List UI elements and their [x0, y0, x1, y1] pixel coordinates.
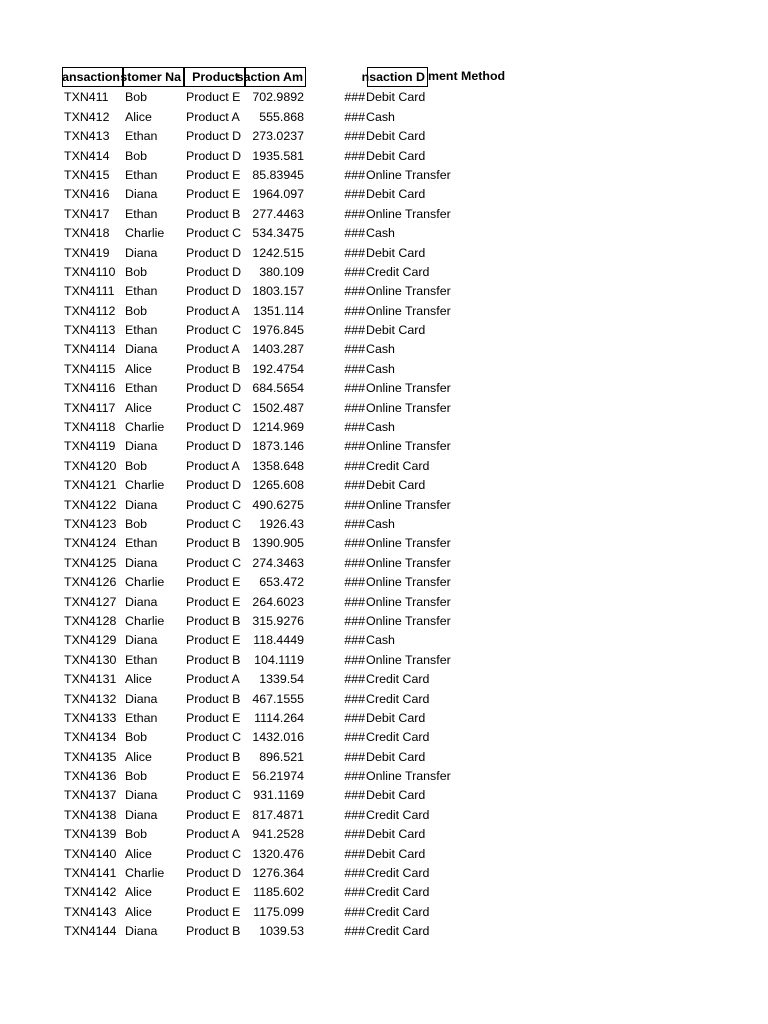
customer-name-cell[interactable]: Alice	[125, 749, 152, 764]
date-cell[interactable]: ###	[344, 672, 365, 687]
product-cell[interactable]: Product D	[186, 439, 242, 454]
product-cell[interactable]: Product B	[186, 536, 241, 551]
product-cell[interactable]: Product C	[186, 555, 242, 570]
customer-name-cell[interactable]: Diana	[125, 439, 158, 454]
product-cell[interactable]: Product D	[186, 478, 242, 493]
product-cell[interactable]: Product D	[186, 866, 242, 881]
date-cell[interactable]: ###	[344, 226, 365, 241]
amount-cell[interactable]: 931.1169	[253, 788, 304, 803]
customer-name-cell[interactable]: Charlie	[125, 866, 165, 881]
transaction-id-cell[interactable]: TXN4114	[64, 342, 116, 357]
transaction-id-cell[interactable]: TXN415	[64, 167, 110, 182]
amount-cell[interactable]: 1339.54	[259, 672, 304, 687]
payment-method-cell[interactable]: Online Transfer	[366, 167, 451, 182]
customer-name-cell[interactable]: Alice	[125, 904, 152, 919]
product-cell[interactable]: Product C	[186, 846, 242, 861]
customer-name-cell[interactable]: Alice	[125, 109, 152, 124]
date-cell[interactable]: ###	[344, 652, 365, 667]
customer-name-cell[interactable]: Bob	[125, 827, 148, 842]
amount-cell[interactable]: 1803.157	[252, 284, 304, 299]
date-cell[interactable]: ###	[344, 866, 365, 881]
header-transaction-id[interactable]: ansaction	[62, 67, 123, 87]
transaction-id-cell[interactable]: TXN4117	[64, 400, 116, 415]
date-cell[interactable]: ###	[344, 885, 365, 900]
transaction-id-cell[interactable]: TXN4110	[64, 264, 116, 279]
product-cell[interactable]: Product C	[186, 497, 242, 512]
customer-name-cell[interactable]: Charlie	[125, 478, 165, 493]
transaction-id-cell[interactable]: TXN4139	[64, 827, 117, 842]
date-cell[interactable]: ###	[344, 633, 365, 648]
customer-name-cell[interactable]: Ethan	[125, 323, 158, 338]
transaction-id-cell[interactable]: TXN4126	[64, 575, 117, 590]
amount-cell[interactable]: 1873.146	[252, 439, 304, 454]
product-cell[interactable]: Product A	[186, 303, 240, 318]
amount-cell[interactable]: 467.1555	[252, 691, 304, 706]
customer-name-cell[interactable]: Diana	[125, 691, 158, 706]
amount-cell[interactable]: 1351.114	[253, 303, 304, 318]
customer-name-cell[interactable]: Diana	[125, 342, 158, 357]
payment-method-cell[interactable]: Credit Card	[366, 904, 430, 919]
transaction-id-cell[interactable]: TXN4116	[64, 381, 116, 396]
transaction-id-cell[interactable]: TXN4124	[64, 536, 117, 551]
customer-name-cell[interactable]: Charlie	[125, 575, 165, 590]
date-cell[interactable]: ###	[344, 536, 365, 551]
payment-method-cell[interactable]: Online Transfer	[366, 400, 451, 415]
product-cell[interactable]: Product E	[186, 90, 241, 105]
product-cell[interactable]: Product E	[186, 807, 241, 822]
product-cell[interactable]: Product A	[186, 672, 240, 687]
customer-name-cell[interactable]: Bob	[125, 516, 148, 531]
payment-method-cell[interactable]: Online Transfer	[366, 594, 451, 609]
date-cell[interactable]: ###	[344, 284, 365, 299]
date-cell[interactable]: ###	[344, 303, 365, 318]
product-cell[interactable]: Product A	[186, 827, 240, 842]
payment-method-cell[interactable]: Credit Card	[366, 264, 430, 279]
payment-method-cell[interactable]: Cash	[366, 361, 395, 376]
customer-name-cell[interactable]: Ethan	[125, 652, 158, 667]
date-cell[interactable]: ###	[344, 575, 365, 590]
payment-method-cell[interactable]: Debit Card	[366, 827, 426, 842]
transaction-id-cell[interactable]: TXN416	[64, 187, 110, 202]
transaction-id-cell[interactable]: TXN4143	[64, 904, 117, 919]
customer-name-cell[interactable]: Diana	[125, 924, 158, 939]
product-cell[interactable]: Product E	[186, 575, 241, 590]
customer-name-cell[interactable]: Bob	[125, 90, 148, 105]
customer-name-cell[interactable]: Charlie	[125, 420, 165, 435]
date-cell[interactable]: ###	[344, 788, 365, 803]
date-cell[interactable]: ###	[344, 613, 365, 628]
transaction-id-cell[interactable]: TXN4142	[64, 885, 117, 900]
date-cell[interactable]: ###	[344, 458, 365, 473]
date-cell[interactable]: ###	[344, 497, 365, 512]
payment-method-cell[interactable]: Credit Card	[366, 458, 430, 473]
customer-name-cell[interactable]: Ethan	[125, 167, 158, 182]
product-cell[interactable]: Product D	[186, 420, 242, 435]
amount-cell[interactable]: 1265.608	[252, 478, 304, 493]
payment-method-cell[interactable]: Credit Card	[366, 885, 430, 900]
customer-name-cell[interactable]: Bob	[125, 264, 148, 279]
payment-method-cell[interactable]: Online Transfer	[366, 536, 451, 551]
transaction-id-cell[interactable]: TXN4136	[64, 769, 117, 784]
payment-method-cell[interactable]: Cash	[366, 109, 395, 124]
amount-cell[interactable]: 192.4754	[252, 361, 304, 376]
date-cell[interactable]: ###	[344, 381, 365, 396]
payment-method-cell[interactable]: Debit Card	[366, 323, 426, 338]
customer-name-cell[interactable]: Diana	[125, 807, 158, 822]
product-cell[interactable]: Product C	[186, 730, 242, 745]
transaction-id-cell[interactable]: TXN4141	[64, 866, 117, 881]
transaction-id-cell[interactable]: TXN4119	[64, 439, 116, 454]
date-cell[interactable]: ###	[344, 187, 365, 202]
product-cell[interactable]: Product C	[186, 226, 242, 241]
date-cell[interactable]: ###	[344, 323, 365, 338]
payment-method-cell[interactable]: Credit Card	[366, 807, 430, 822]
customer-name-cell[interactable]: Bob	[125, 148, 148, 163]
transaction-id-cell[interactable]: TXN4125	[64, 555, 117, 570]
transaction-id-cell[interactable]: TXN417	[64, 206, 110, 221]
amount-cell[interactable]: 1214.969	[252, 420, 304, 435]
payment-method-cell[interactable]: Credit Card	[366, 691, 430, 706]
product-cell[interactable]: Product E	[186, 187, 241, 202]
payment-method-cell[interactable]: Debit Card	[366, 187, 426, 202]
amount-cell[interactable]: 1964.097	[252, 187, 304, 202]
date-cell[interactable]: ###	[344, 420, 365, 435]
customer-name-cell[interactable]: Diana	[125, 245, 158, 260]
date-cell[interactable]: ###	[344, 730, 365, 745]
amount-cell[interactable]: 85.83945	[252, 167, 304, 182]
payment-method-cell[interactable]: Online Transfer	[366, 769, 451, 784]
customer-name-cell[interactable]: Ethan	[125, 284, 158, 299]
date-cell[interactable]: ###	[344, 264, 365, 279]
date-cell[interactable]: ###	[344, 904, 365, 919]
product-cell[interactable]: Product E	[186, 594, 241, 609]
amount-cell[interactable]: 1390.905	[252, 536, 304, 551]
transaction-id-cell[interactable]: TXN4131	[64, 672, 117, 687]
transaction-id-cell[interactable]: TXN413	[64, 129, 110, 144]
date-cell[interactable]: ###	[344, 769, 365, 784]
header-transaction-date[interactable]: nsaction D	[367, 67, 428, 87]
customer-name-cell[interactable]: Ethan	[125, 536, 158, 551]
product-cell[interactable]: Product C	[186, 400, 242, 415]
date-cell[interactable]: ###	[344, 361, 365, 376]
product-cell[interactable]: Product A	[186, 342, 240, 357]
payment-method-cell[interactable]: Debit Card	[366, 129, 426, 144]
product-cell[interactable]: Product D	[186, 284, 242, 299]
customer-name-cell[interactable]: Alice	[125, 885, 152, 900]
amount-cell[interactable]: 702.9892	[252, 90, 304, 105]
date-cell[interactable]: ###	[344, 342, 365, 357]
date-cell[interactable]: ###	[344, 245, 365, 260]
amount-cell[interactable]: 1175.099	[253, 904, 304, 919]
amount-cell[interactable]: 941.2528	[252, 827, 304, 842]
date-cell[interactable]: ###	[344, 594, 365, 609]
date-cell[interactable]: ###	[344, 691, 365, 706]
payment-method-cell[interactable]: Credit Card	[366, 672, 430, 687]
transaction-id-cell[interactable]: TXN412	[64, 109, 110, 124]
payment-method-cell[interactable]: Online Transfer	[366, 303, 451, 318]
transaction-id-cell[interactable]: TXN4135	[64, 749, 117, 764]
payment-method-cell[interactable]: Online Transfer	[366, 613, 451, 628]
product-cell[interactable]: Product D	[186, 264, 242, 279]
amount-cell[interactable]: 273.0237	[252, 129, 304, 144]
transaction-id-cell[interactable]: TXN419	[64, 245, 110, 260]
transaction-id-cell[interactable]: TXN4133	[64, 710, 117, 725]
transaction-id-cell[interactable]: TXN4123	[64, 516, 117, 531]
amount-cell[interactable]: 1185.602	[253, 885, 304, 900]
amount-cell[interactable]: 534.3475	[252, 226, 304, 241]
product-cell[interactable]: Product E	[186, 633, 241, 648]
amount-cell[interactable]: 274.3463	[252, 555, 304, 570]
payment-method-cell[interactable]: Cash	[366, 226, 395, 241]
product-cell[interactable]: Product C	[186, 323, 242, 338]
amount-cell[interactable]: 104.1119	[254, 652, 304, 667]
amount-cell[interactable]: 555.868	[259, 109, 304, 124]
date-cell[interactable]: ###	[344, 109, 365, 124]
product-cell[interactable]: Product D	[186, 148, 242, 163]
transaction-id-cell[interactable]: TXN4129	[64, 633, 117, 648]
amount-cell[interactable]: 1242.515	[252, 245, 304, 260]
date-cell[interactable]: ###	[344, 924, 365, 939]
payment-method-cell[interactable]: Online Transfer	[366, 555, 451, 570]
customer-name-cell[interactable]: Diana	[125, 633, 158, 648]
product-cell[interactable]: Product D	[186, 381, 242, 396]
product-cell[interactable]: Product E	[186, 769, 241, 784]
payment-method-cell[interactable]: Credit Card	[366, 730, 430, 745]
product-cell[interactable]: Product B	[186, 749, 241, 764]
product-cell[interactable]: Product C	[186, 516, 242, 531]
amount-cell[interactable]: 380.109	[259, 264, 304, 279]
customer-name-cell[interactable]: Bob	[125, 730, 148, 745]
transaction-id-cell[interactable]: TXN4118	[64, 420, 116, 435]
amount-cell[interactable]: 1926.43	[259, 516, 304, 531]
customer-name-cell[interactable]: Ethan	[125, 710, 158, 725]
product-cell[interactable]: Product B	[186, 361, 241, 376]
product-cell[interactable]: Product D	[186, 245, 242, 260]
customer-name-cell[interactable]: Ethan	[125, 381, 158, 396]
transaction-id-cell[interactable]: TXN4127	[64, 594, 117, 609]
customer-name-cell[interactable]: Diana	[125, 497, 158, 512]
product-cell[interactable]: Product B	[186, 206, 241, 221]
date-cell[interactable]: ###	[344, 478, 365, 493]
amount-cell[interactable]: 817.4871	[252, 807, 304, 822]
date-cell[interactable]: ###	[344, 167, 365, 182]
amount-cell[interactable]: 118.4449	[253, 633, 304, 648]
amount-cell[interactable]: 277.4463	[252, 206, 304, 221]
transaction-id-cell[interactable]: TXN4120	[64, 458, 117, 473]
payment-method-cell[interactable]: Debit Card	[366, 245, 426, 260]
payment-method-cell[interactable]: Debit Card	[366, 90, 426, 105]
header-customer-name[interactable]: stomer Na	[123, 67, 184, 87]
customer-name-cell[interactable]: Alice	[125, 846, 152, 861]
product-cell[interactable]: Product A	[186, 109, 240, 124]
date-cell[interactable]: ###	[344, 710, 365, 725]
amount-cell[interactable]: 490.6275	[252, 497, 304, 512]
customer-name-cell[interactable]: Charlie	[125, 613, 165, 628]
customer-name-cell[interactable]: Diana	[125, 594, 158, 609]
transaction-id-cell[interactable]: TXN4134	[64, 730, 117, 745]
amount-cell[interactable]: 653.472	[259, 575, 304, 590]
product-cell[interactable]: Product B	[186, 924, 241, 939]
customer-name-cell[interactable]: Diana	[125, 788, 158, 803]
amount-cell[interactable]: 1976.845	[252, 323, 304, 338]
transaction-id-cell[interactable]: TXN4137	[64, 788, 117, 803]
payment-method-cell[interactable]: Debit Card	[366, 788, 426, 803]
date-cell[interactable]: ###	[344, 516, 365, 531]
date-cell[interactable]: ###	[344, 206, 365, 221]
customer-name-cell[interactable]: Bob	[125, 303, 148, 318]
header-transaction-amount[interactable]: saction Am	[245, 67, 306, 87]
customer-name-cell[interactable]: Alice	[125, 400, 152, 415]
amount-cell[interactable]: 1358.648	[252, 458, 304, 473]
product-cell[interactable]: Product C	[186, 788, 242, 803]
date-cell[interactable]: ###	[344, 129, 365, 144]
payment-method-cell[interactable]: Cash	[366, 633, 395, 648]
payment-method-cell[interactable]: Debit Card	[366, 478, 426, 493]
product-cell[interactable]: Product E	[186, 885, 241, 900]
transaction-id-cell[interactable]: TXN4144	[64, 924, 117, 939]
amount-cell[interactable]: 1935.581	[252, 148, 304, 163]
product-cell[interactable]: Product D	[186, 129, 242, 144]
transaction-id-cell[interactable]: TXN4113	[64, 323, 116, 338]
customer-name-cell[interactable]: Ethan	[125, 129, 158, 144]
payment-method-cell[interactable]: Debit Card	[366, 749, 426, 764]
product-cell[interactable]: Product E	[186, 710, 241, 725]
customer-name-cell[interactable]: Charlie	[125, 226, 165, 241]
product-cell[interactable]: Product B	[186, 652, 241, 667]
date-cell[interactable]: ###	[344, 846, 365, 861]
transaction-id-cell[interactable]: TXN4121	[64, 478, 117, 493]
transaction-id-cell[interactable]: TXN4115	[64, 361, 116, 376]
amount-cell[interactable]: 264.6023	[252, 594, 304, 609]
payment-method-cell[interactable]: Debit Card	[366, 710, 426, 725]
payment-method-cell[interactable]: Credit Card	[366, 866, 430, 881]
transaction-id-cell[interactable]: TXN4112	[64, 303, 116, 318]
product-cell[interactable]: Product E	[186, 904, 241, 919]
product-cell[interactable]: Product B	[186, 613, 241, 628]
header-product[interactable]: Product	[184, 67, 245, 87]
amount-cell[interactable]: 1114.264	[254, 710, 304, 725]
transaction-id-cell[interactable]: TXN4111	[64, 284, 115, 299]
payment-method-cell[interactable]: Online Transfer	[366, 284, 451, 299]
customer-name-cell[interactable]: Ethan	[125, 206, 158, 221]
product-cell[interactable]: Product E	[186, 167, 241, 182]
customer-name-cell[interactable]: Bob	[125, 458, 148, 473]
amount-cell[interactable]: 684.5654	[252, 381, 304, 396]
amount-cell[interactable]: 1039.53	[259, 924, 304, 939]
date-cell[interactable]: ###	[344, 148, 365, 163]
payment-method-cell[interactable]: Online Transfer	[366, 575, 451, 590]
amount-cell[interactable]: 1276.364	[252, 866, 304, 881]
header-payment-method[interactable]: ment Method	[428, 69, 506, 83]
product-cell[interactable]: Product A	[186, 458, 240, 473]
amount-cell[interactable]: 315.9276	[252, 613, 304, 628]
date-cell[interactable]: ###	[344, 827, 365, 842]
payment-method-cell[interactable]: Debit Card	[366, 846, 426, 861]
date-cell[interactable]: ###	[344, 90, 365, 105]
amount-cell[interactable]: 1502.487	[252, 400, 304, 415]
payment-method-cell[interactable]: Online Transfer	[366, 439, 451, 454]
amount-cell[interactable]: 56.21974	[252, 769, 304, 784]
payment-method-cell[interactable]: Cash	[366, 342, 395, 357]
transaction-id-cell[interactable]: TXN4132	[64, 691, 117, 706]
date-cell[interactable]: ###	[344, 749, 365, 764]
payment-method-cell[interactable]: Online Transfer	[366, 497, 451, 512]
date-cell[interactable]: ###	[344, 807, 365, 822]
transaction-id-cell[interactable]: TXN4140	[64, 846, 117, 861]
transaction-id-cell[interactable]: TXN4138	[64, 807, 117, 822]
transaction-id-cell[interactable]: TXN4122	[64, 497, 117, 512]
customer-name-cell[interactable]: Alice	[125, 672, 152, 687]
payment-method-cell[interactable]: Online Transfer	[366, 652, 451, 667]
transaction-id-cell[interactable]: TXN4130	[64, 652, 117, 667]
payment-method-cell[interactable]: Debit Card	[366, 148, 426, 163]
date-cell[interactable]: ###	[344, 555, 365, 570]
payment-method-cell[interactable]: Cash	[366, 516, 395, 531]
date-cell[interactable]: ###	[344, 400, 365, 415]
payment-method-cell[interactable]: Online Transfer	[366, 381, 451, 396]
transaction-id-cell[interactable]: TXN4128	[64, 613, 117, 628]
transaction-id-cell[interactable]: TXN414	[64, 148, 110, 163]
customer-name-cell[interactable]: Bob	[125, 769, 148, 784]
customer-name-cell[interactable]: Diana	[125, 555, 158, 570]
amount-cell[interactable]: 1432.016	[252, 730, 304, 745]
customer-name-cell[interactable]: Alice	[125, 361, 152, 376]
payment-method-cell[interactable]: Cash	[366, 420, 395, 435]
payment-method-cell[interactable]: Credit Card	[366, 924, 430, 939]
payment-method-cell[interactable]: Online Transfer	[366, 206, 451, 221]
transaction-id-cell[interactable]: TXN418	[64, 226, 110, 241]
amount-cell[interactable]: 1403.287	[252, 342, 304, 357]
product-cell[interactable]: Product B	[186, 691, 241, 706]
transaction-id-cell[interactable]: TXN411	[64, 90, 109, 105]
customer-name-cell[interactable]: Diana	[125, 187, 158, 202]
amount-cell[interactable]: 896.521	[259, 749, 304, 764]
date-cell[interactable]: ###	[344, 439, 365, 454]
amount-cell[interactable]: 1320.476	[252, 846, 304, 861]
